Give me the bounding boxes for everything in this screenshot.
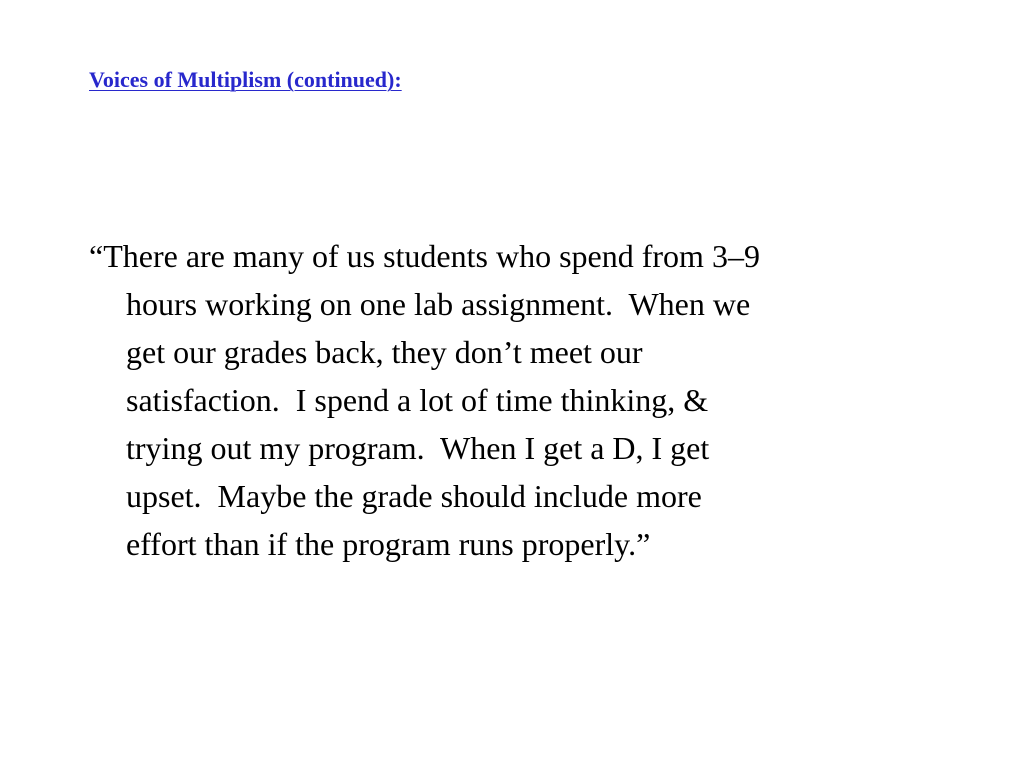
quote-line-5: trying out my program. When I get a D, I get	[126, 430, 710, 466]
quote-line-1: “There are many of us students who spend from 3–9	[89, 238, 760, 274]
quote-line-2: hours working on one lab assignment. When we	[126, 286, 751, 322]
student-quote	[89, 232, 949, 568]
quote-line-4: satisfaction. I spend a lot of time thinking, &	[126, 382, 709, 418]
quote-line-3: get our grades back, they don’t meet our	[126, 334, 643, 370]
slide-title: Voices of Multiplism (continued):	[89, 67, 402, 92]
quote-line-7: effort than if the program runs properly.”	[126, 526, 651, 562]
quote-line-6: upset. Maybe the grade should include more	[126, 478, 702, 514]
